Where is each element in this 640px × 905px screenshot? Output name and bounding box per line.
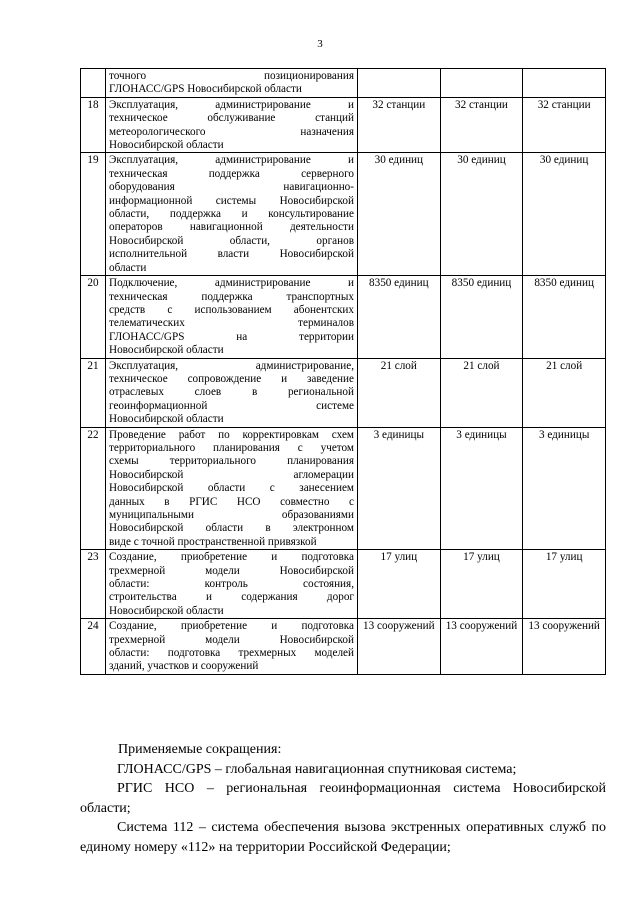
table-row <box>81 276 606 358</box>
description-line: геоинформационной системе <box>109 399 354 412</box>
row-number: 21 <box>81 358 106 427</box>
description-line: отраслевых слоев в региональной <box>109 386 354 399</box>
description-line: области: контроль состояния, <box>109 578 354 591</box>
description-line: оборудования навигационно- <box>109 181 354 194</box>
row-description <box>106 550 358 619</box>
description-line: муниципальными образованиями <box>109 509 354 521</box>
row-value-2: 32 станции <box>440 97 523 153</box>
row-value-3: 30 единиц <box>523 153 606 276</box>
row-value-1: 13 сооружений <box>358 619 441 675</box>
row-value-3 <box>523 69 606 98</box>
row-number <box>81 69 106 98</box>
description-line: Новосибирской агломерации <box>109 468 354 481</box>
description-line: данных в РГИС НСО совместно с <box>109 495 354 508</box>
description-line: ГЛОНАСС/GPS Новосибирской области <box>109 83 302 96</box>
abbreviation-rgis: РГИС НСО – региональная геоинформационная система Новосибирской области; <box>80 781 606 816</box>
description-line: Новосибирской области <box>109 413 224 426</box>
description-line: телематических терминалов <box>109 317 354 330</box>
abbreviation-glonass: ГЛОНАСС/GPS – глобальная навигационная спутниковая система; <box>117 761 517 777</box>
row-value-3: 8350 единиц <box>523 276 606 358</box>
description-line: исполнительной власти Новосибирской <box>109 248 354 261</box>
row-description <box>106 619 358 675</box>
table-row <box>81 550 606 619</box>
row-value-2: 17 улиц <box>440 550 523 619</box>
description-line: строительства и содержания дорог <box>109 591 354 604</box>
description-line: Новосибирской области <box>109 344 224 357</box>
row-description <box>106 97 358 153</box>
description-line: области <box>109 261 147 274</box>
row-value-2: 3 единицы <box>440 427 523 550</box>
row-number: 18 <box>81 97 106 153</box>
row-number: 20 <box>81 276 106 358</box>
table-row <box>81 69 606 98</box>
row-number: 22 <box>81 427 106 550</box>
row-value-3: 21 слой <box>523 358 606 427</box>
description-line: схемы территориального планирования <box>109 455 354 468</box>
row-value-3: 17 улиц <box>523 550 606 619</box>
row-number: 24 <box>81 619 106 675</box>
description-line: Эксплуатация, администрирование и <box>109 154 354 167</box>
abbreviations-heading: Применяемые сокращения: <box>118 742 282 757</box>
abbreviations-section <box>80 740 606 857</box>
row-description <box>106 427 358 550</box>
row-value-1 <box>358 69 441 98</box>
table-row <box>81 153 606 276</box>
description-line: метеорологического назначения <box>109 125 354 138</box>
description-line: операторов навигационной деятельности <box>109 221 354 234</box>
abbreviation-system-112: Система 112 – система обеспечения вызова экстренных оперативных служб по единому номеру «112» на территории Российской Федерации; <box>80 820 606 855</box>
table-row <box>81 97 606 153</box>
description-line: зданий, участков и сооружений <box>109 660 259 673</box>
row-description <box>106 358 358 427</box>
row-description <box>106 276 358 358</box>
description-line: Создание, приобретение и подготовка <box>109 551 354 564</box>
description-line: Эксплуатация, администрирование, <box>109 359 354 372</box>
table-row <box>81 427 606 550</box>
row-description <box>106 69 358 98</box>
description-line: Проведение работ по корректировкам схем <box>109 428 354 441</box>
row-value-1: 8350 единиц <box>358 276 441 358</box>
description-line: Новосибирской области <box>109 139 224 152</box>
description-line: области, поддержка и консультирование <box>109 208 354 221</box>
description-line: виде с точной пространственной привязкой <box>109 535 317 548</box>
table-row <box>81 358 606 427</box>
description-line: трехмерной модели Новосибирской <box>109 633 354 646</box>
services-table-body <box>81 69 606 675</box>
row-description <box>106 153 358 276</box>
row-value-1: 30 единиц <box>358 153 441 276</box>
description-line: Новосибирской области <box>109 604 224 617</box>
row-value-1: 32 станции <box>358 97 441 153</box>
description-line: области: подготовка трехмерных моделей <box>109 647 354 660</box>
description-line: информационной системы Новосибирской <box>109 194 354 207</box>
description-line: ГЛОНАСС/GPS на территории <box>109 330 354 343</box>
row-value-1: 3 единицы <box>358 427 441 550</box>
description-line: Новосибирской области, органов <box>109 234 354 247</box>
description-line: трехмерной модели Новосибирской <box>109 564 354 577</box>
row-value-3: 3 единицы <box>523 427 606 550</box>
row-value-2: 30 единиц <box>440 153 523 276</box>
row-number: 23 <box>81 550 106 619</box>
row-value-1: 21 слой <box>358 358 441 427</box>
description-line: техническое обслуживание станций <box>109 112 354 125</box>
row-number: 19 <box>81 153 106 276</box>
description-line: техническое сопровождение и заведение <box>109 372 354 385</box>
page-number: 3 <box>317 38 323 50</box>
row-value-3: 32 станции <box>523 97 606 153</box>
description-line: Новосибирской области в электронном <box>109 522 354 535</box>
row-value-2: 13 сооружений <box>440 619 523 675</box>
row-value-3: 13 сооружений <box>523 619 606 675</box>
services-table <box>80 68 606 675</box>
description-line: точного позиционирования <box>109 70 354 82</box>
description-line: территориального планирования с учетом <box>109 441 354 454</box>
description-line: Создание, приобретение и подготовка <box>109 620 354 633</box>
row-value-2: 21 слой <box>440 358 523 427</box>
description-line: техническая поддержка серверного <box>109 167 354 180</box>
row-value-1: 17 улиц <box>358 550 441 619</box>
description-line: Подключение, администрирование и <box>109 277 354 290</box>
row-value-2 <box>440 69 523 98</box>
description-line: Эксплуатация, администрирование и <box>109 98 354 111</box>
description-line: Новосибирской области с занесением <box>109 482 354 495</box>
description-line: средств с использованием абонентских <box>109 303 354 316</box>
description-line: техническая поддержка транспортных <box>109 290 354 303</box>
table-row <box>81 619 606 675</box>
row-value-2: 8350 единиц <box>440 276 523 358</box>
